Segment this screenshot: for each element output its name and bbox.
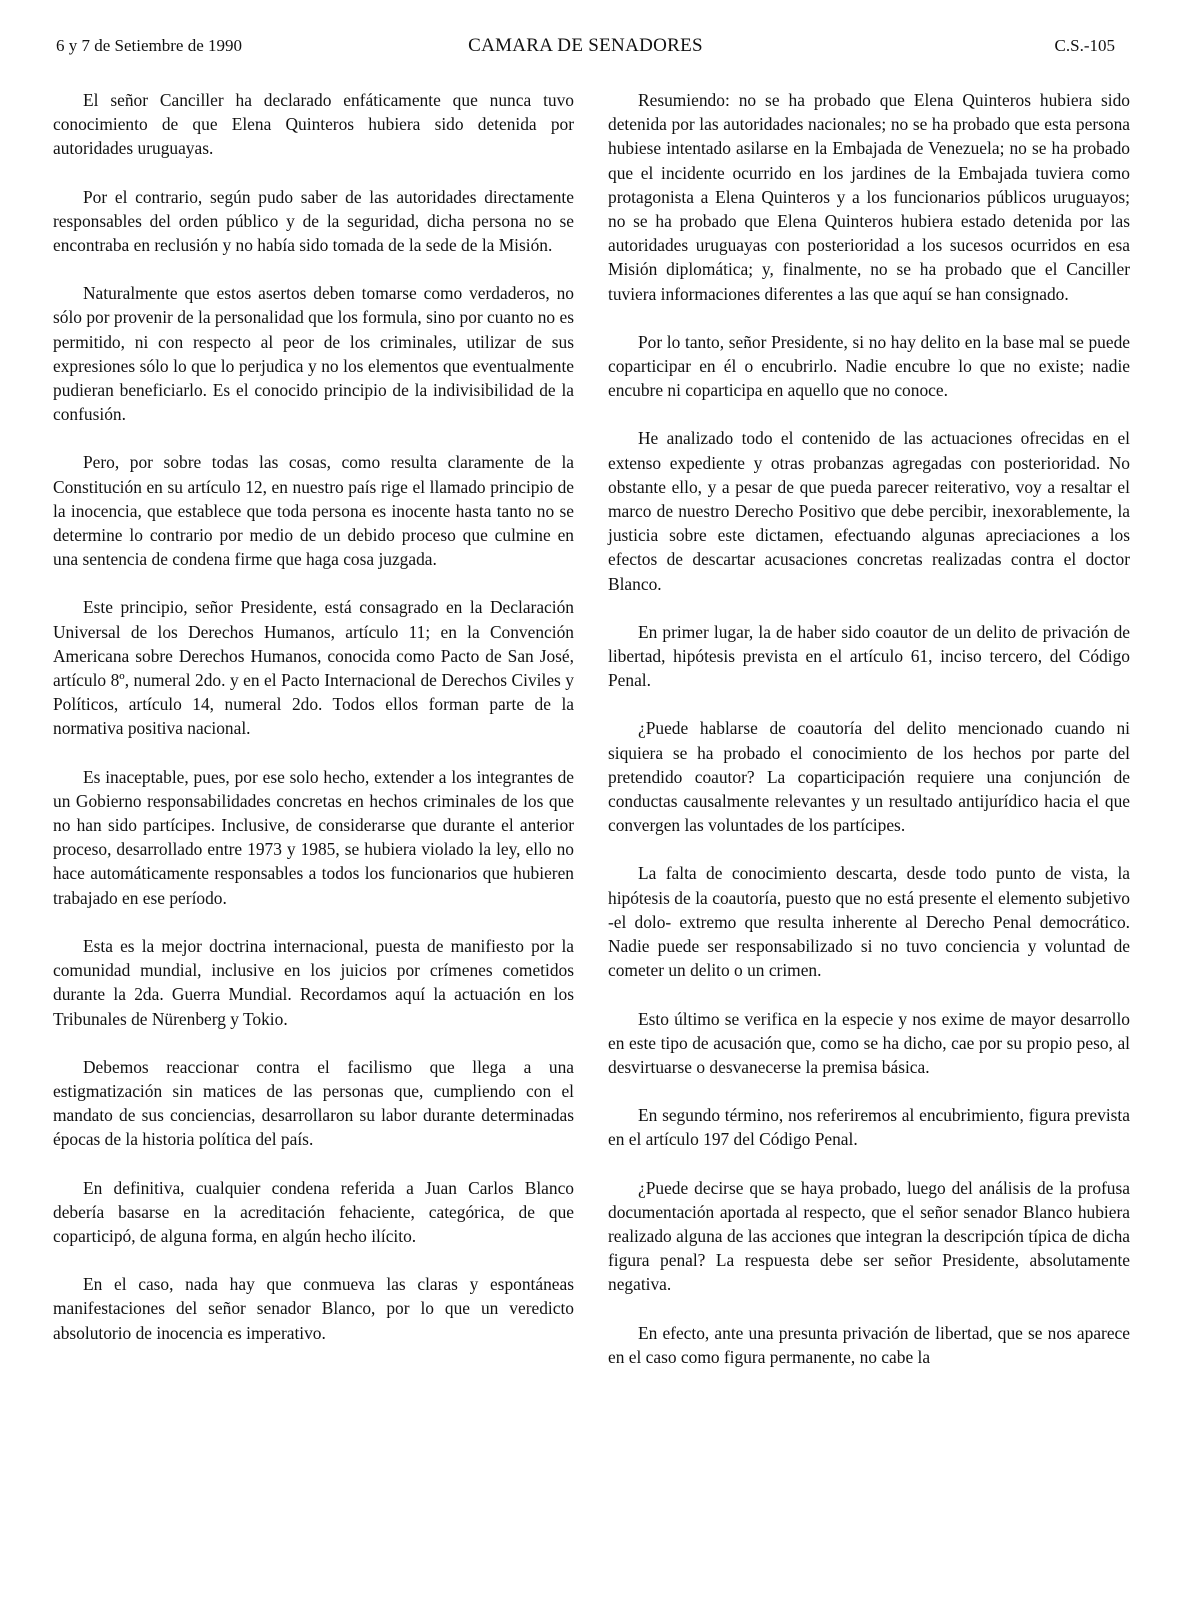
paragraph: Esta es la mejor doctrina internacional, puesta de manifiesto por la comunidad mundial, inclusive en los juicios por crímenes cometidos durante la 2da. Guerra Mundial. Recordamos aquí la actuación en los Tribunales de Nürenberg y Tokio.	[53, 935, 574, 1029]
paragraph: En definitiva, cualquier condena referida a Juan Carlos Blanco debería basarse en la acreditación fehaciente, categórica, de que coparticipó, de alguna forma, en algún hecho ilícito.	[53, 1177, 574, 1246]
paragraph: Pero, por sobre todas las cosas, como resulta claramente de la Constitución en su artículo 12, en nuestro país rige el llamado principio de la inocencia, que establece que toda persona es inocente hasta tanto no se determine lo contrario por medio de un debido proceso que culmine en una sentencia de condena firme que haga cosa juzgada.	[53, 452, 574, 570]
paragraph: Esto último se verifica en la especie y nos exime de mayor desarrollo en este tipo de acusación que, como se ha dicho, cae por su propio peso, al desvirtuarse o desvanecerse la premisa básica.	[608, 1008, 1130, 1077]
paragraph: Por lo tanto, señor Presidente, si no hay delito en la base mal se puede coparticipar en él o encubrirlo. Nadie encubre lo que no existe; nadie encubre ni coparticipa en aquello que no conoce.	[608, 331, 1130, 401]
paragraph: La falta de conocimiento descarta, desde todo punto de vista, la hipótesis de la coautoría, puesto que no está presente el elemento subjetivo -el dolo- extremo que resulta inherente al Derecho Penal democrático. Nadie puede ser responsabilizado si no tuvo conciencia y voluntad de cometer un delito o un crimen.	[608, 863, 1130, 981]
paragraph: ¿Puede hablarse de coautoría del delito mencionado cuando ni siquiera se ha probado el conocimiento de los hechos por parte del pretendido coautor? La coparticipación requiere una conjunción de conductas causalmente relevantes y un resultado antijurídico hacia el que convergen las voluntades de los partícipes.	[608, 718, 1130, 836]
paragraph: He analizado todo el contenido de las actuaciones ofrecidas en el extenso expediente y otras probanzas agregadas con posterioridad. No obstante ello, y a pesar de que pueda parecer reiterativo, voy a resaltar el marco de nuestro Derecho Positivo que debe percibir, inexorablemente, la justicia sobre este dictamen, efectuando algunas apreciaciones a los efectos de descartar acusaciones concretas realizadas contra el doctor Blanco.	[608, 428, 1130, 594]
paragraph: Es inaceptable, pues, por ese solo hecho, extender a los integrantes de un Gobierno responsabilidades concretas en hechos criminales de los que no han sido partícipes. Inclusive, de considerarse que durante el anterior proceso, desarrollado entre 1973 y 1985, se hubiera violado la ley, ello no hace automáticamente responsables a todos los funcionarios que hubieren trabajado en ese período.	[53, 766, 574, 908]
paragraph: En el caso, nada hay que conmueva las claras y espontáneas manifestaciones del señor senador Blanco, por lo que un veredicto absolutorio de inocencia es imperativo.	[53, 1274, 574, 1343]
header-title: CAMARA DE SENADORES	[468, 35, 703, 56]
paragraph: Debemos reaccionar contra el facilismo que llega a una estigmatización sin matices de las personas que, cumpliendo con el mandato de sus conciencias, desarrollaron su labor durante determinadas épocas de la historia política del país.	[53, 1056, 574, 1150]
paragraph: En segundo término, nos referiremos al encubrimiento, figura prevista en el artículo 197 del Código Penal.	[608, 1105, 1130, 1150]
left-column	[53, 88, 574, 1345]
paragraph: Este principio, señor Presidente, está consagrado en la Declaración Universal de los Derechos Humanos, artículo 11; en la Convención Americana sobre Derechos Humanos, conocida como Pacto de San José, artículo 8º, numeral 2do. y en el Pacto Internacional de Derechos Civiles y Políticos, artículo 14, numeral 2do. Todos ellos forman parte de la normativa positiva nacional.	[53, 597, 574, 739]
paragraph: Naturalmente que estos asertos deben tomarse como verdaderos, no sólo por provenir de la personalidad que los formula, sino por cuanto no es permitido, ni con respecto al peor de los criminales, utilizar de sus expresiones sólo lo que lo perjudica y no los elementos que eventualmente pudieran beneficiarlo. Es el conocido principio de la indivisibilidad de la confusión.	[53, 283, 574, 425]
header-page-ref: C.S.-105	[1054, 36, 1115, 55]
page-header	[56, 34, 1115, 58]
header-date: 6 y 7 de Setiembre de 1990	[56, 36, 243, 55]
paragraph: Por el contrario, según pudo saber de las autoridades directamente responsables del orden público y de la seguridad, dicha persona no se encontraba en reclusión y no había sido tomada de la sede de la Misión.	[53, 186, 574, 256]
paragraph: En efecto, ante una presunta privación de libertad, que se nos aparece en el caso como figura permanente, no cabe la	[608, 1322, 1130, 1367]
right-column	[608, 88, 1130, 1369]
paragraph: El señor Canciller ha declarado enfáticamente que nunca tuvo conocimiento de que Elena Quinteros hubiera sido detenida por autoridades uruguayas.	[53, 90, 574, 159]
paragraph: ¿Puede decirse que se haya probado, luego del análisis de la profusa documentación aportada al respecto, que el señor senador Blanco hubiera realizado alguna de las acciones que integran la descripción típica de dicha figura penal? La respuesta debe ser señor Presidente, absolutamente negativa.	[608, 1177, 1130, 1295]
paragraph: En primer lugar, la de haber sido coautor de un delito de privación de libertad, hipótesis prevista en el artículo 61, inciso tercero, del Código Penal.	[608, 621, 1130, 691]
paragraph: Resumiendo: no se ha probado que Elena Quinteros hubiera sido detenida por las autoridades nacionales; no se ha probado que esta persona hubiese intentado asilarse en la Embajada de Venezuela; no se ha probado que el incidente ocurrido en los jardines de la Embajada tuviera como protagonista a Elena Quinteros y a los funcionarios públicos uruguayos; no se ha probado que Elena Quinteros hubiera estado detenida por las autoridades uruguayas con posterioridad a los sucesos ocurridos en esa Misión diplomática; y, finalmente, no se ha probado que el Canciller tuviera informaciones diferentes a las que aquí se han consignado.	[608, 90, 1130, 304]
